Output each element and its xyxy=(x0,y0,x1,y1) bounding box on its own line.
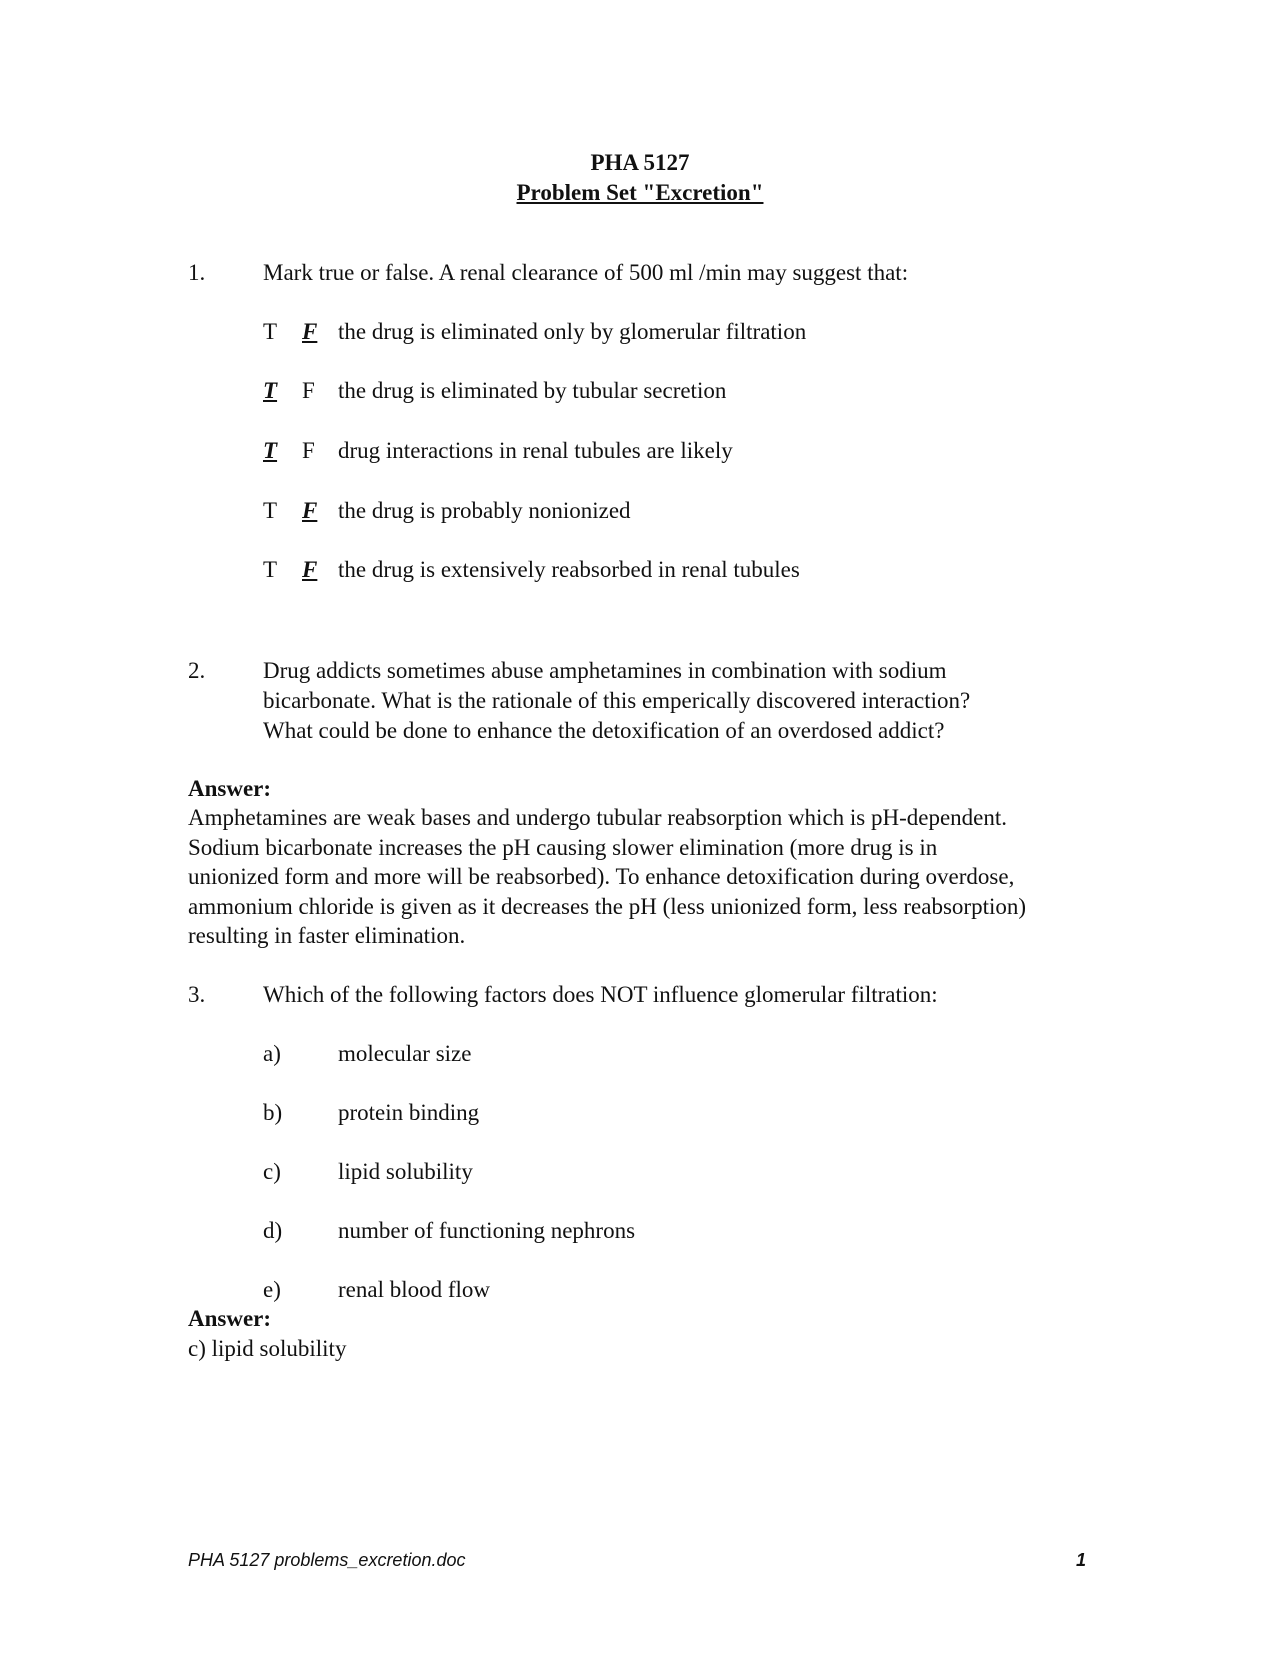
question-2-line: bicarbonate. What is the rationale of this emperically discovered interaction? xyxy=(263,688,971,713)
course-code: PHA 5127 xyxy=(590,150,690,175)
option-letter: d) xyxy=(263,1218,283,1243)
true-marker: T xyxy=(263,378,278,403)
answer-2-line: Amphetamines are weak bases and undergo tubular reabsorption which is pH-dependent. xyxy=(188,805,1008,830)
statement-text: the drug is extensively reabsorbed in renal tubules xyxy=(338,557,800,582)
false-marker: F xyxy=(302,498,318,523)
question-1-prompt: Mark true or false. A renal clearance of 500 ml /min may suggest that: xyxy=(263,260,909,285)
question-3-number: 3. xyxy=(188,982,206,1007)
answer-3-label: Answer: xyxy=(188,1306,272,1331)
statement-text: the drug is eliminated by tubular secretion xyxy=(338,378,727,403)
option-letter: e) xyxy=(263,1277,281,1302)
option-text: renal blood flow xyxy=(338,1277,491,1302)
page-title-text: Problem Set "Excretion" xyxy=(516,180,764,205)
true-marker: T xyxy=(263,557,278,582)
true-marker: T xyxy=(263,438,278,463)
answer-3-text: c) lipid solubility xyxy=(188,1336,347,1361)
false-marker: F xyxy=(302,319,318,344)
false-marker: F xyxy=(302,557,318,582)
answer-2-line: unionized form and more will be reabsorbed). To enhance detoxification during overdose, xyxy=(188,864,1015,889)
option-text: protein binding xyxy=(338,1100,480,1125)
option-letter: a) xyxy=(263,1041,281,1066)
option-letter: b) xyxy=(263,1100,283,1125)
option-text: molecular size xyxy=(338,1041,472,1066)
answer-2-line: ammonium chloride is given as it decreases the pH (less unionized form, less reabsorption) xyxy=(188,894,1027,919)
page-title xyxy=(0,180,1280,206)
question-2-line: Drug addicts sometimes abuse amphetamines in combination with sodium xyxy=(263,658,947,683)
footer-filename: PHA 5127 problems_excretion.doc xyxy=(188,1550,466,1570)
answer-2-label: Answer: xyxy=(188,776,272,801)
footer-page-number: 1 xyxy=(1076,1550,1087,1570)
option-letter: c) xyxy=(263,1159,281,1184)
option-text: number of functioning nephrons xyxy=(338,1218,636,1243)
statement-text: drug interactions in renal tubules are likely xyxy=(338,438,733,463)
false-marker: F xyxy=(302,378,315,403)
question-2-number: 2. xyxy=(188,658,206,683)
answer-2-line: resulting in faster elimination. xyxy=(188,923,466,948)
option-text: lipid solubility xyxy=(338,1159,473,1184)
question-3-prompt: Which of the following factors does NOT influence glomerular filtration: xyxy=(263,982,938,1007)
question-2-line: What could be done to enhance the detoxification of an overdosed addict? xyxy=(263,718,945,743)
true-marker: T xyxy=(263,498,278,523)
false-marker: F xyxy=(302,438,315,463)
statement-text: the drug is probably nonionized xyxy=(338,498,631,523)
true-marker: T xyxy=(263,319,278,344)
answer-2-line: Sodium bicarbonate increases the pH causing slower elimination (more drug is in xyxy=(188,835,938,860)
question-1-number: 1. xyxy=(188,260,206,285)
statement-text: the drug is eliminated only by glomerular filtration xyxy=(338,319,807,344)
